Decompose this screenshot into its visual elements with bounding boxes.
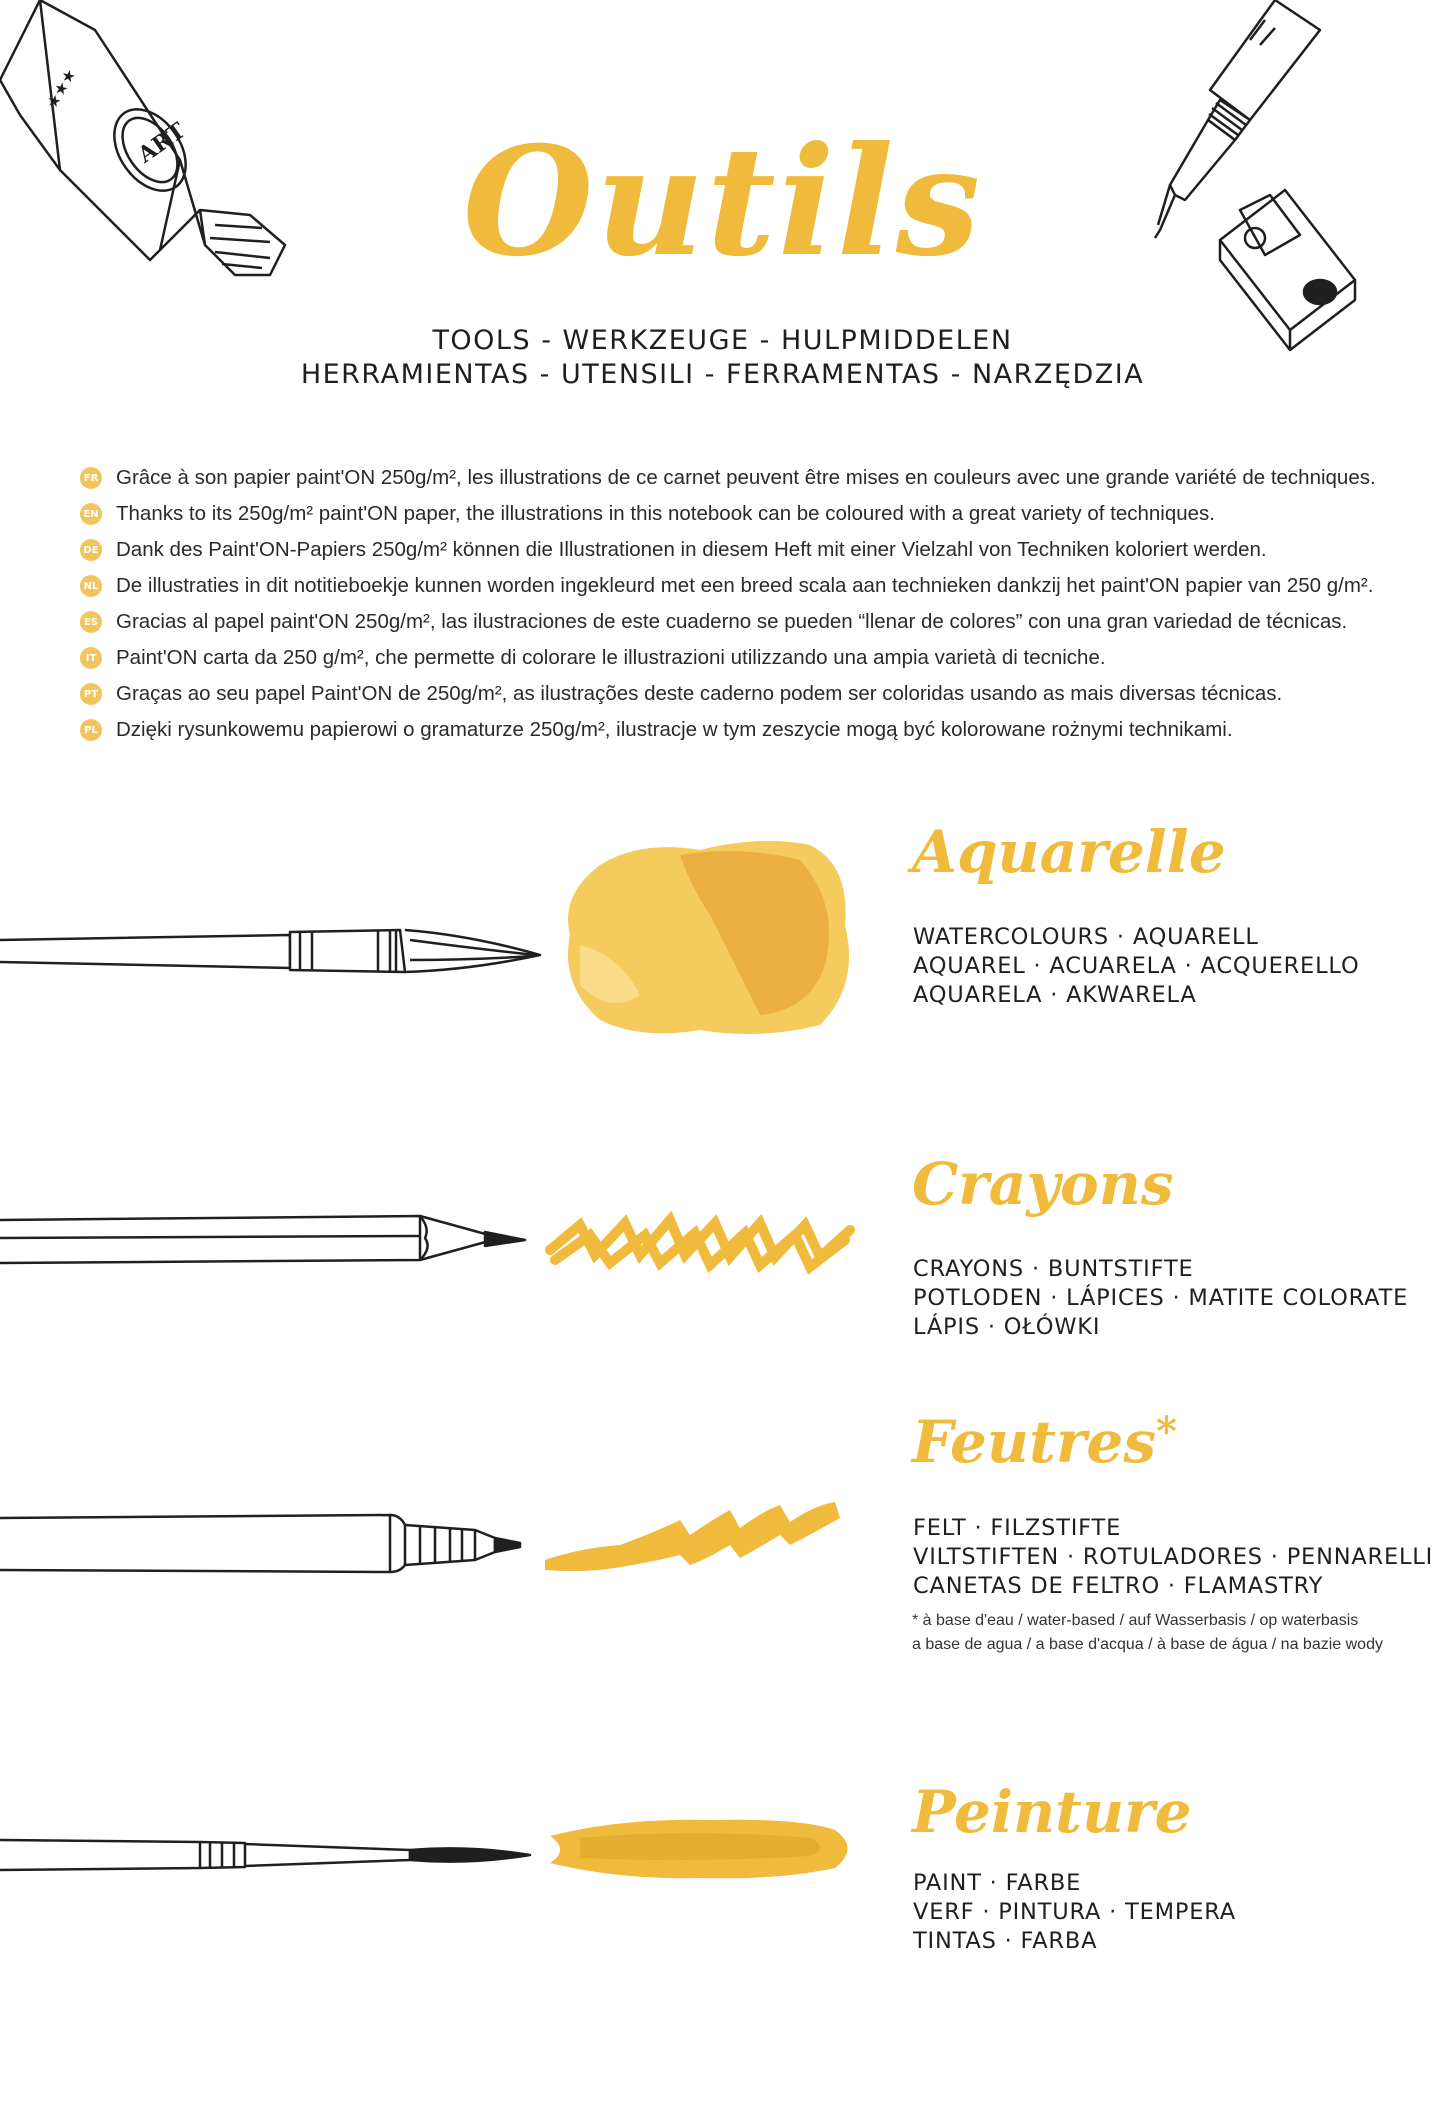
feutres-footnote-line-2: a base de agua / a base d'acqua / à base de água / na bazie wody [912,1636,1383,1653]
tool-line: VERF · PINTURA · TEMPERA [913,1899,1236,1925]
tool-lines-aquarelle [913,923,1359,1010]
tool-line: CANETAS DE FELTRO · FLAMASTRY [913,1573,1324,1599]
language-text-de: Dank des Paint'ON-Papiers 250g/m² können die Illustrationen in diesem Heft mit einer Vielzahl von Techniken koloriert werden. [116,538,1267,561]
paint-tube-label: ART [133,117,191,169]
felt-swatch [540,1490,850,1580]
language-badge-de: DE [80,539,102,561]
watercolour-swatch [560,835,860,1040]
language-badge-es: ES [80,611,102,633]
felt-pen-illustration [0,1510,540,1580]
language-row-nl [80,568,1400,604]
language-badge-it: IT [80,647,102,669]
tool-lines-peinture [913,1869,1236,1956]
feutres-footnote [912,1609,1383,1657]
tool-name-crayons: Crayons [912,1150,1174,1218]
watercolour-brush-illustration [0,910,560,990]
crayon-swatch [540,1205,870,1280]
paint-brush-illustration [0,1830,540,1880]
language-row-en [80,496,1400,532]
subtitle-line-1: TOOLS - WERKZEUGE - HULPMIDDELEN [432,325,1013,356]
tool-name-feutres-label: Feutres [912,1408,1156,1476]
language-row-it [80,640,1400,676]
language-text-it: Paint'ON carta da 250 g/m², che permette di colorare le illustrazioni utilizzando una ampia varietà di tecniche. [116,646,1106,669]
language-text-pt: Graças ao seu papel Paint'ON de 250g/m², as ilustrações deste caderno podem ser coloridas usando as mais diversas técnicas. [116,682,1283,705]
language-row-fr [80,460,1400,496]
tool-line: POTLODEN · LÁPICES · MATITE COLORATE [913,1285,1409,1311]
tool-line: TINTAS · FARBA [913,1928,1098,1954]
tool-line: PAINT · FARBE [913,1870,1082,1896]
language-text-pl: Dzięki rysunkowemu papierowi o gramaturze 250g/m², ilustracje w tym zeszycie mogą być kolorowane rożnymi technikami. [116,718,1233,741]
tool-line: AQUARELA · AKWARELA [913,982,1197,1008]
tool-name-peinture: Peinture [912,1778,1192,1846]
language-text-fr: Grâce à son papier paint'ON 250g/m², les illustrations de ce carnet peuvent être mises en couleurs avec une grande variété de techniques. [116,466,1376,489]
language-badge-pl: PL [80,719,102,741]
tool-name-feutres [912,1408,1177,1476]
language-text-nl: De illustraties in dit notitieboekje kunnen worden ingekleurd met een breed scala aan technieken dankzij het paint'ON papier van 250 g/m². [116,574,1374,597]
tool-lines-feutres [913,1514,1433,1601]
subtitle-line-2: HERRAMIENTAS - UTENSILI - FERRAMENTAS - NARZĘDZIA [300,359,1145,390]
tool-name-feutres-asterisk: * [1155,1408,1177,1455]
pencil-illustration [0,1208,540,1268]
language-list [80,460,1400,748]
language-text-en: Thanks to its 250g/m² paint'ON paper, the illustrations in this notebook can be coloured with a great variety of techniques. [116,502,1216,525]
tool-lines-crayons [913,1255,1408,1342]
tool-line: LÁPIS · OŁÓWKI [913,1314,1101,1340]
paint-tube-stars: ★★★ [42,65,80,112]
language-badge-pt: PT [80,683,102,705]
tool-line: VILTSTIFTEN · ROTULADORES · PENNARELLI [913,1544,1434,1570]
tool-name-aquarelle: Aquarelle [912,818,1226,886]
language-row-pt [80,676,1400,712]
language-badge-fr: FR [80,467,102,489]
language-row-es [80,604,1400,640]
page-title: Outils [462,114,983,290]
tool-line: CRAYONS · BUNTSTIFTE [913,1256,1194,1282]
tool-line: FELT · FILZSTIFTE [913,1515,1122,1541]
language-row-de [80,532,1400,568]
language-text-es: Gracias al papel paint'ON 250g/m², las ilustraciones de este cuaderno se pueden “llenar de colores” con una gran variedad de técnicas. [116,610,1348,633]
language-badge-en: EN [80,503,102,525]
language-row-pl [80,712,1400,748]
language-badge-nl: NL [80,575,102,597]
tool-line: WATERCOLOURS · AQUARELL [913,924,1259,950]
feutres-footnote-line-1: * à base d'eau / water-based / auf Wasserbasis / op waterbasis [912,1612,1359,1629]
paint-swatch [540,1808,860,1888]
tool-line: AQUAREL · ACUARELA · ACQUERELLO [913,953,1360,979]
